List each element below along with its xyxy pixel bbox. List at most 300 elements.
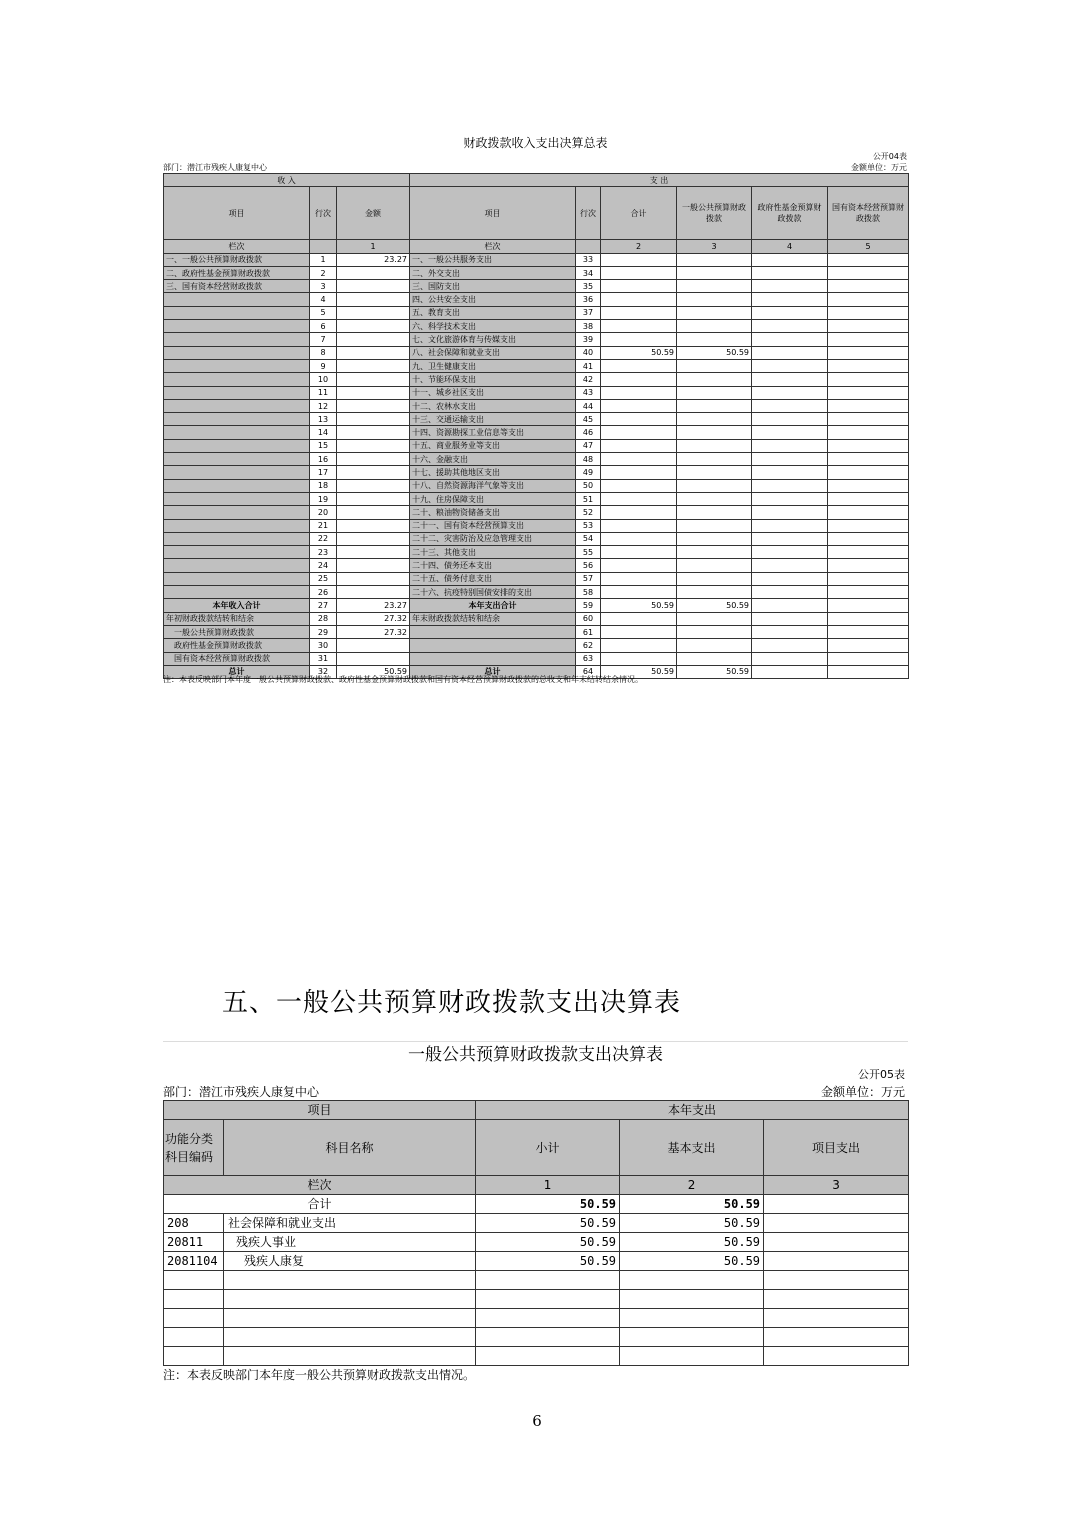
table-row [164,1252,909,1271]
cell [828,625,909,638]
income-amount [337,320,410,333]
empty-cell [764,1328,909,1347]
table-row [164,320,909,333]
expense-general [677,519,752,532]
empty-cell [164,1290,224,1309]
empty-cell [476,1328,620,1347]
empty-cell [164,1271,224,1290]
expense-general [677,399,752,412]
table-row [164,346,909,359]
income-line: 19 [310,492,337,505]
income-amount [337,399,410,412]
expense-total [601,293,677,306]
income-amount [337,413,410,426]
expense-line: 50 [576,479,601,492]
income-amount [337,266,410,279]
table-row [164,453,909,466]
expense-general [677,466,752,479]
table-row [164,306,909,319]
total-label: 合计 [164,1195,476,1214]
table1-note: 注：本表反映部门本年度一般公共预算财政拨款、政府性基金预算财政拨款和国有资本经营预算财政拨款的总收支和年末结转结余情况。 [163,675,643,684]
cell [337,639,410,652]
col-project-expense: 项目支出 [764,1120,909,1176]
expense-general [677,572,752,585]
expense-total [601,532,677,545]
gov-fund-label: 政府性基金预算财政拨款 [164,639,310,652]
expense-item: 二十四、债务还本支出 [410,559,576,572]
expense-gov-fund [752,532,828,545]
income-item [164,546,310,559]
expense-total [601,466,677,479]
expense-state-capital [828,386,909,399]
income-line: 4 [310,293,337,306]
table2-note: 注：本表反映部门本年度一般公共预算财政拨款支出情况。 [163,1368,476,1382]
col-total: 合计 [601,187,677,240]
table-row [164,426,909,439]
basic-expense: 50.59 [620,1233,764,1252]
expense-general [677,253,752,266]
expense-item: 十九、住房保障支出 [410,492,576,505]
expense-total [601,546,677,559]
expense-item: 二十六、抗疫特别国债安排的支出 [410,586,576,599]
expense-item: 十、节能环保支出 [410,373,576,386]
expense-state-capital [828,439,909,452]
lanci-5: 5 [828,240,909,253]
expense-state-capital [828,253,909,266]
expense-gov-fund [752,426,828,439]
income-line: 8 [310,346,337,359]
expense-line: 41 [576,359,601,372]
income-amount [337,479,410,492]
col-subtotal: 小计 [476,1120,620,1176]
expense-general [677,546,752,559]
expense-total [601,519,677,532]
expense-item: 四、公共安全支出 [410,293,576,306]
expense-line: 49 [576,466,601,479]
income-line: 20 [310,506,337,519]
col-state-capital: 国有资本经营预算财政拨款 [828,187,909,240]
income-line: 25 [310,572,337,585]
empty-cell [164,1309,224,1328]
expense-gov-fund [752,333,828,346]
expense-line: 42 [576,373,601,386]
col-gov-fund: 政府性基金预算财政拨款 [752,187,828,240]
expense-state-capital [828,280,909,293]
table2-unit: 金额单位：万元 [820,1085,905,1099]
grand-expense-total: 50.59 [601,665,677,678]
expense-gov-fund [752,253,828,266]
expense-general [677,439,752,452]
expense-gov-fund [752,373,828,386]
income-item [164,453,310,466]
table2-code: 公开05表 [858,1068,905,1081]
empty-cell [764,1309,909,1328]
income-item [164,439,310,452]
grand-expense-label: 总计 [410,665,576,678]
expense-gov-fund [752,453,828,466]
empty-cell [764,1290,909,1309]
expense-state-capital [828,413,909,426]
cell [410,652,576,665]
expense-line: 58 [576,586,601,599]
expense-state-capital [828,519,909,532]
expense-gov-fund [752,519,828,532]
table2-title: 一般公共预算财政拨款支出决算表 [408,1045,663,1065]
empty-cell [764,1271,909,1290]
income-amount [337,586,410,599]
title-divider [163,1041,908,1042]
table1-code: 公开04表 [872,152,907,161]
end-balance-line: 60 [576,612,601,625]
gov-fund-line: 30 [310,639,337,652]
empty-cell [224,1347,476,1366]
begin-balance-line: 28 [310,612,337,625]
expense-gov-fund [752,586,828,599]
expense-line: 53 [576,519,601,532]
cell [752,599,828,612]
income-item [164,559,310,572]
income-item [164,492,310,505]
income-line: 2 [310,266,337,279]
project-expense [764,1252,909,1271]
table-row [164,559,909,572]
cell [410,639,576,652]
income-amount [337,492,410,505]
expense-general [677,426,752,439]
empty-row [164,1328,909,1347]
year-expense-header: 本年支出 [476,1101,909,1120]
total-subtotal: 50.59 [476,1195,620,1214]
expense-total [601,266,677,279]
empty-row [164,1347,909,1366]
expense-general [677,359,752,372]
lanci-2: 2 [620,1176,764,1195]
table-row [164,1233,909,1252]
year-expense-total-line: 59 [576,599,601,612]
table-row [164,599,909,612]
income-amount [337,559,410,572]
lanci-2: 2 [601,240,677,253]
expense-gov-fund [752,479,828,492]
line-62: 62 [576,639,601,652]
cell [828,665,909,678]
table-row [164,399,909,412]
table1-department: 部门：潜江市残疾人康复中心 [163,163,267,172]
income-amount [337,453,410,466]
expense-line: 56 [576,559,601,572]
expense-total [601,399,677,412]
income-item [164,506,310,519]
expense-total [601,453,677,466]
empty-cell [164,1347,224,1366]
expense-item: 二十一、国有资本经营预算支出 [410,519,576,532]
expense-state-capital [828,346,909,359]
income-amount [337,359,410,372]
expense-item: 十三、交通运输支出 [410,413,576,426]
expense-state-capital [828,546,909,559]
expense-total [601,439,677,452]
income-line: 18 [310,479,337,492]
expense-state-capital [828,266,909,279]
expense-line: 45 [576,413,601,426]
col-general-budget: 一般公共预算财政拨款 [677,187,752,240]
income-amount [337,293,410,306]
expense-item: 二十五、债务付息支出 [410,572,576,585]
income-item [164,373,310,386]
cell [828,599,909,612]
empty-cell [224,1309,476,1328]
col-subject-name: 科目名称 [224,1120,476,1176]
expense-state-capital [828,333,909,346]
expense-general [677,559,752,572]
project-expense [764,1214,909,1233]
begin-balance-amount: 27.32 [337,612,410,625]
expense-line: 47 [576,439,601,452]
table-row [164,1214,909,1233]
table-row [164,413,909,426]
empty-cell [164,1328,224,1347]
expense-item: 七、文化旅游体育与传媒支出 [410,333,576,346]
expense-state-capital [828,306,909,319]
expense-general [677,506,752,519]
expense-line: 43 [576,386,601,399]
end-balance-label: 年末财政拨款结转和结余 [410,612,576,625]
income-line: 24 [310,559,337,572]
expense-state-capital [828,559,909,572]
income-line: 6 [310,320,337,333]
expense-item: 五、教育支出 [410,306,576,319]
expense-gov-fund [752,359,828,372]
income-line: 23 [310,546,337,559]
income-amount [337,506,410,519]
expense-line: 40 [576,346,601,359]
empty-cell [620,1271,764,1290]
col-income-amount: 金额 [337,187,410,240]
col-function-code: 功能分类科目编码 [164,1120,224,1176]
cell [752,665,828,678]
income-line: 7 [310,333,337,346]
expense-total [601,572,677,585]
income-header: 收 入 [164,174,410,187]
grand-expense-general: 50.59 [677,665,752,678]
cell [752,625,828,638]
expense-item: 二十二、灾害防治及应急管理支出 [410,532,576,545]
expense-total [601,359,677,372]
table-row [164,386,909,399]
cell [601,625,677,638]
expense-general [677,532,752,545]
lanci-label-exp: 栏次 [410,240,576,253]
project-header: 项目 [164,1101,476,1120]
expense-gov-fund [752,320,828,333]
grand-total-amount: 50.59 [337,665,410,678]
income-line: 1 [310,253,337,266]
income-item: 三、国有资本经营财政拨款 [164,280,310,293]
income-amount [337,346,410,359]
expense-general [677,386,752,399]
expense-total [601,426,677,439]
subject-code: 2081104 [164,1252,224,1271]
expense-line: 55 [576,546,601,559]
empty-cell [224,1290,476,1309]
income-amount [337,280,410,293]
income-line: 21 [310,519,337,532]
income-amount [337,426,410,439]
table1-title: 财政拨款收入支出决算总表 [463,136,608,150]
subject-name: 残疾人康复 [224,1252,476,1271]
general-budget-expense-table [163,1100,909,1366]
income-line: 26 [310,586,337,599]
expense-total [601,373,677,386]
income-item [164,532,310,545]
col-expense-line: 行次 [576,187,601,240]
subject-name: 残疾人事业 [224,1233,476,1252]
income-amount [337,386,410,399]
table-row [164,359,909,372]
expense-gov-fund [752,413,828,426]
expense-gov-fund [752,306,828,319]
table-row [164,532,909,545]
table-row [164,639,909,652]
subtotal: 50.59 [476,1252,620,1271]
income-item [164,586,310,599]
table-row [164,612,909,625]
income-line: 13 [310,413,337,426]
table2-department: 部门：潜江市残疾人康复中心 [163,1085,320,1099]
table-row [164,652,909,665]
expense-item: 十六、金融支出 [410,453,576,466]
table-row [164,492,909,505]
expense-state-capital [828,293,909,306]
subject-name: 社会保障和就业支出 [224,1214,476,1233]
line-63: 63 [576,652,601,665]
income-item [164,359,310,372]
expense-gov-fund [752,572,828,585]
cell [828,652,909,665]
expense-item: 十八、自然资源海洋气象等支出 [410,479,576,492]
col-income-line: 行次 [310,187,337,240]
fiscal-summary-table [163,173,909,679]
income-item [164,479,310,492]
expense-total [601,306,677,319]
income-amount [337,333,410,346]
empty-cell [620,1290,764,1309]
expense-total [601,479,677,492]
income-item [164,413,310,426]
income-item [164,320,310,333]
basic-expense: 50.59 [620,1252,764,1271]
expense-general [677,280,752,293]
empty-cell [476,1271,620,1290]
income-amount [337,519,410,532]
expense-gov-fund [752,506,828,519]
expense-state-capital [828,532,909,545]
expense-general [677,586,752,599]
cell [828,612,909,625]
section-heading: 五、一般公共预算财政拨款支出决算表 [222,988,682,1018]
expense-item: 十五、商业服务业等支出 [410,439,576,452]
income-amount [337,466,410,479]
lanci-1: 1 [337,240,410,253]
expense-item: 十七、援助其他地区支出 [410,466,576,479]
expense-line: 57 [576,572,601,585]
expense-total [601,413,677,426]
expense-total [601,386,677,399]
cell [752,652,828,665]
empty-cell [476,1347,620,1366]
empty-cell [620,1328,764,1347]
income-item [164,466,310,479]
expense-state-capital [828,586,909,599]
line-61: 61 [576,625,601,638]
income-item [164,333,310,346]
expense-line: 36 [576,293,601,306]
expense-general [677,373,752,386]
income-line: 3 [310,280,337,293]
expense-item: 一、一般公共服务支出 [410,253,576,266]
lanci-label: 栏次 [164,240,310,253]
expense-state-capital [828,479,909,492]
income-line: 12 [310,399,337,412]
income-line: 5 [310,306,337,319]
table-row [164,572,909,585]
expense-general [677,413,752,426]
cell [337,652,410,665]
income-line: 9 [310,359,337,372]
cell [752,639,828,652]
income-item [164,306,310,319]
expense-general [677,479,752,492]
table-row [164,439,909,452]
state-capital-line: 31 [310,652,337,665]
empty-cell [224,1271,476,1290]
col-income-item: 项目 [164,187,310,240]
expense-state-capital [828,466,909,479]
table-row [164,293,909,306]
table-row [164,506,909,519]
expense-line: 39 [576,333,601,346]
expense-total [601,492,677,505]
expense-line: 33 [576,253,601,266]
expense-item: 二十、粮油物资储备支出 [410,506,576,519]
empty-row [164,1309,909,1328]
income-line: 11 [310,386,337,399]
year-income-total-line: 27 [310,599,337,612]
income-amount [337,306,410,319]
general-budget-line: 29 [310,625,337,638]
subject-code: 20811 [164,1233,224,1252]
empty-cell [476,1290,620,1309]
expense-total [601,506,677,519]
income-item [164,346,310,359]
expense-general [677,266,752,279]
income-amount [337,546,410,559]
expense-state-capital [828,359,909,372]
state-capital-label: 国有资本经营预算财政拨款 [164,652,310,665]
grand-total-label: 总计 [164,665,310,678]
total-row [164,1195,909,1214]
table-row [164,466,909,479]
expense-item: 二、外交支出 [410,266,576,279]
subtotal: 50.59 [476,1214,620,1233]
expense-gov-fund [752,546,828,559]
year-income-total-label: 本年收入合计 [164,599,310,612]
expense-line: 54 [576,532,601,545]
empty-row [164,1271,909,1290]
lanci-1: 1 [476,1176,620,1195]
expense-total [601,559,677,572]
table-row [164,625,909,638]
